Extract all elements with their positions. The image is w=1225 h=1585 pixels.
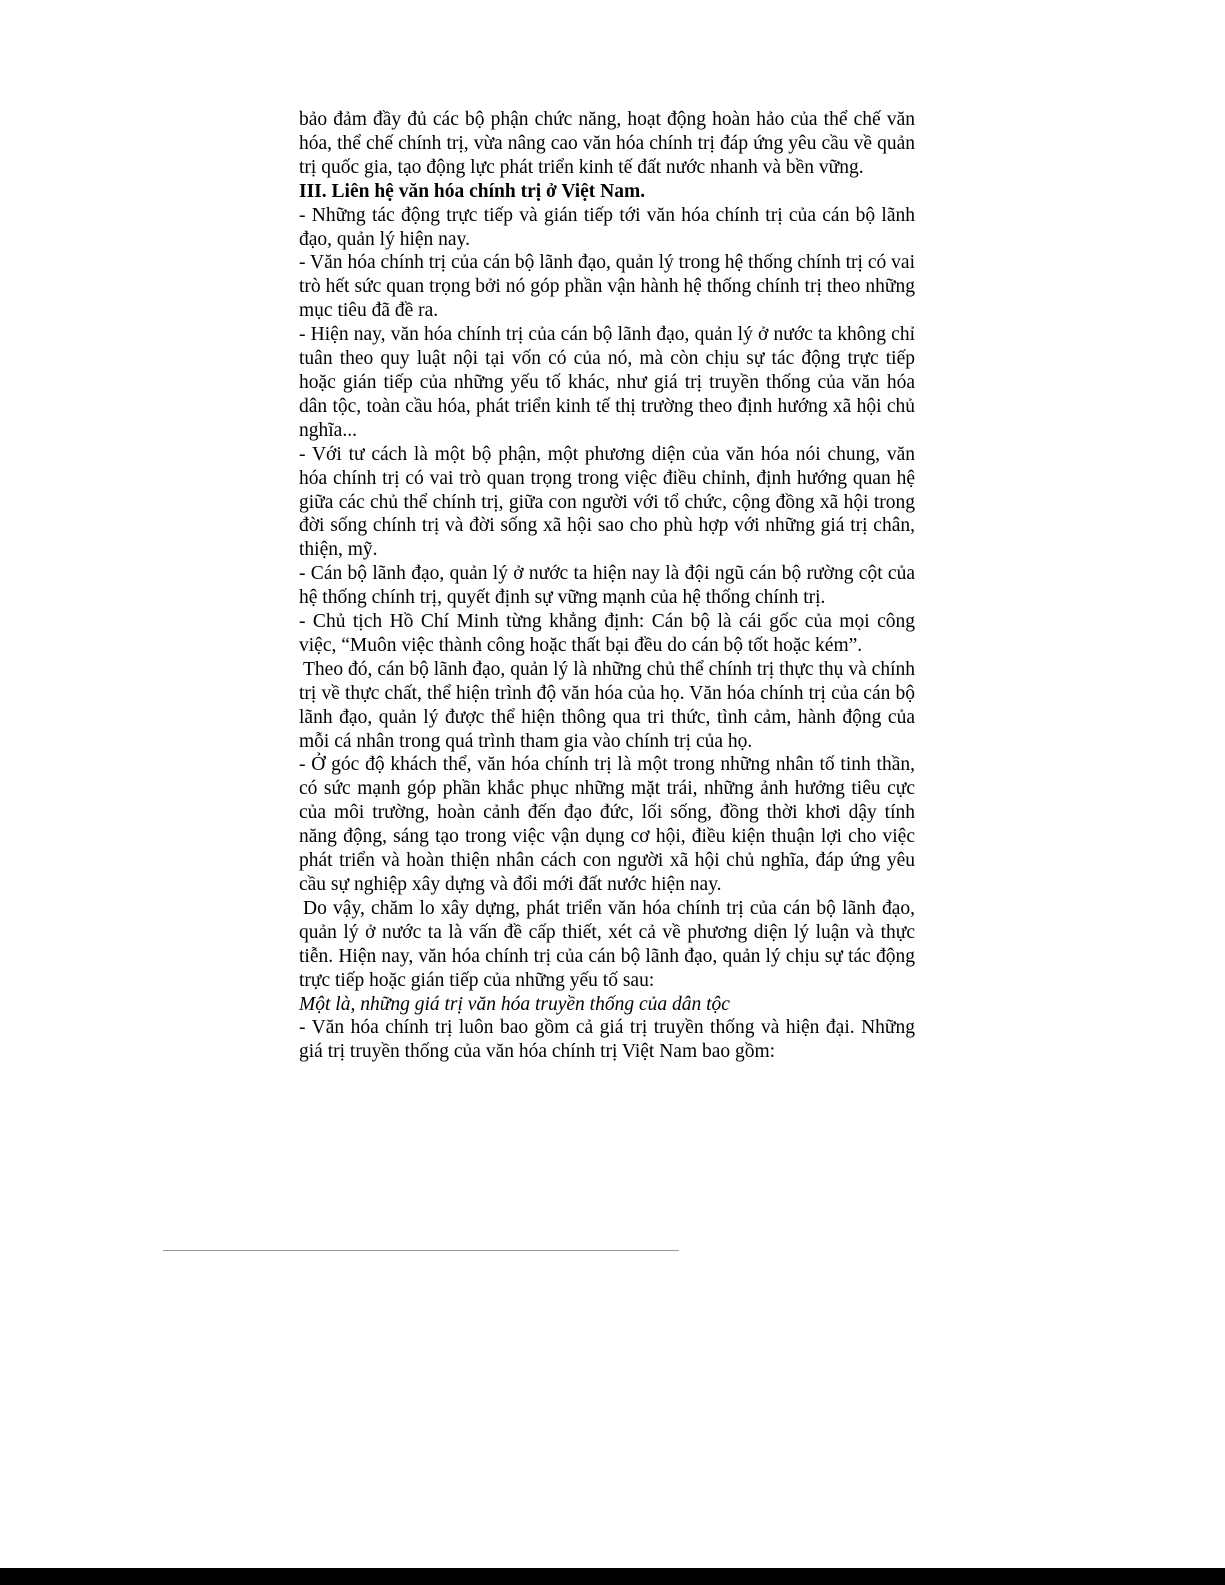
paragraph-accordingly: Theo đó, cán bộ lãnh đạo, quản lý là những chủ thể chính trị thực thụ và chính trị về thực chất, thể hiện trình độ văn hóa của họ. Văn hóa chính trị của cán bộ lãnh đạo, quản lý được thể hiện thông qua tri thức, tình cảm, hành động của mỗi cá nhân trong quá trình tham gia vào chính trị của họ. [299, 658, 915, 752]
paragraph-object: - Ở góc độ khách thể, văn hóa chính trị là một trong những nhân tố tinh thần, có sức mạnh góp phần khắc phục những mặt trái, những ảnh hưởng tiêu cực của môi trường, hoàn cảnh đến đạo đức, lối sống, đồng thời khơi dậy tính năng động, sáng tạo trong việc vận dụng cơ hội, điều kiện thuận lợi cho việc phát triển và hoàn thiện nhân cách con người xã hội chủ nghĩa, đáp ứng yêu cầu sự nghiệp xây dựng và đổi mới đất nước hiện nay. [299, 754, 915, 895]
paragraph-traditional: - Văn hóa chính trị luôn bao gồm cả giá trị truyền thống và hiện đại. Những giá trị truyền thống của văn hóa chính trị Việt Nam bao gồm: [299, 1017, 915, 1063]
paragraph-current: - Hiện nay, văn hóa chính trị của cán bộ lãnh đạo, quản lý ở nước ta không chỉ tuân theo quy luật nội tại vốn có của nó, mà còn chịu sự tác động trực tiếp hoặc gián tiếp của những yếu tố khác, như giá trị truyền thống của văn hóa dân tộc, toàn cầu hóa, phát triển kinh tế thị trường theo định hướng xã hội chủ nghĩa... [299, 324, 915, 441]
section-heading: III. Liên hệ văn hóa chính trị ở Việt Nam. [299, 180, 646, 202]
paragraph-impacts: - Những tác động trực tiếp và gián tiếp tới văn hóa chính trị của cán bộ lãnh đạo, quản lý hiện nay. [299, 204, 915, 250]
paragraph-cadres: - Cán bộ lãnh đạo, quản lý ở nước ta hiện nay là đội ngũ cán bộ rường cột của hệ thống chính trị, quyết định sự vững mạnh của hệ thống chính trị. [299, 563, 915, 609]
bottom-edge-bar [0, 1568, 1225, 1585]
page-body [299, 108, 915, 1064]
paragraph-ho-chi-minh: - Chủ tịch Hồ Chí Minh từng khẳng định: Cán bộ là cái gốc của mọi công việc, “Muôn việc thành công hoặc thất bại đều do cán bộ tốt hoặc kém”. [299, 611, 915, 656]
footer-divider [163, 1250, 679, 1251]
paragraph-role: - Văn hóa chính trị của cán bộ lãnh đạo, quản lý trong hệ thống chính trị có vai trò hết sức quan trọng bởi nó góp phần vận hành hệ thống chính trị theo những mục tiêu đã đề ra. [299, 252, 915, 322]
paragraph-intro: bảo đảm đầy đủ các bộ phận chức năng, hoạt động hoàn hảo của thể chế văn hóa, thể chế chính trị, vừa nâng cao văn hóa chính trị đáp ứng yêu cầu về quản trị quốc gia, tạo động lực phát triển kinh tế đất nước nhanh và bền vững. [299, 109, 915, 178]
paragraph-therefore: Do vậy, chăm lo xây dựng, phát triển văn hóa chính trị của cán bộ lãnh đạo, quản lý ở nước ta là vấn đề cấp thiết, xét cả về phương diện lý luận và thực tiễn. Hiện nay, văn hóa chính trị của cán bộ lãnh đạo, quản lý chịu sự tác động trực tiếp hoặc gián tiếp của những yếu tố sau: [299, 897, 915, 991]
subheading-first: Một là, những giá trị văn hóa truyền thống của dân tộc [299, 993, 730, 1015]
paragraph-capacity: - Với tư cách là một bộ phận, một phương diện của văn hóa nói chung, văn hóa chính trị có vai trò quan trọng trong việc điều chỉnh, định hướng quan hệ giữa các chủ thể chính trị, giữa con người với tổ chức, cộng đồng xã hội trong đời sống chính trị và đời sống xã hội sao cho phù hợp với những giá trị chân, thiện, mỹ. [299, 443, 915, 561]
